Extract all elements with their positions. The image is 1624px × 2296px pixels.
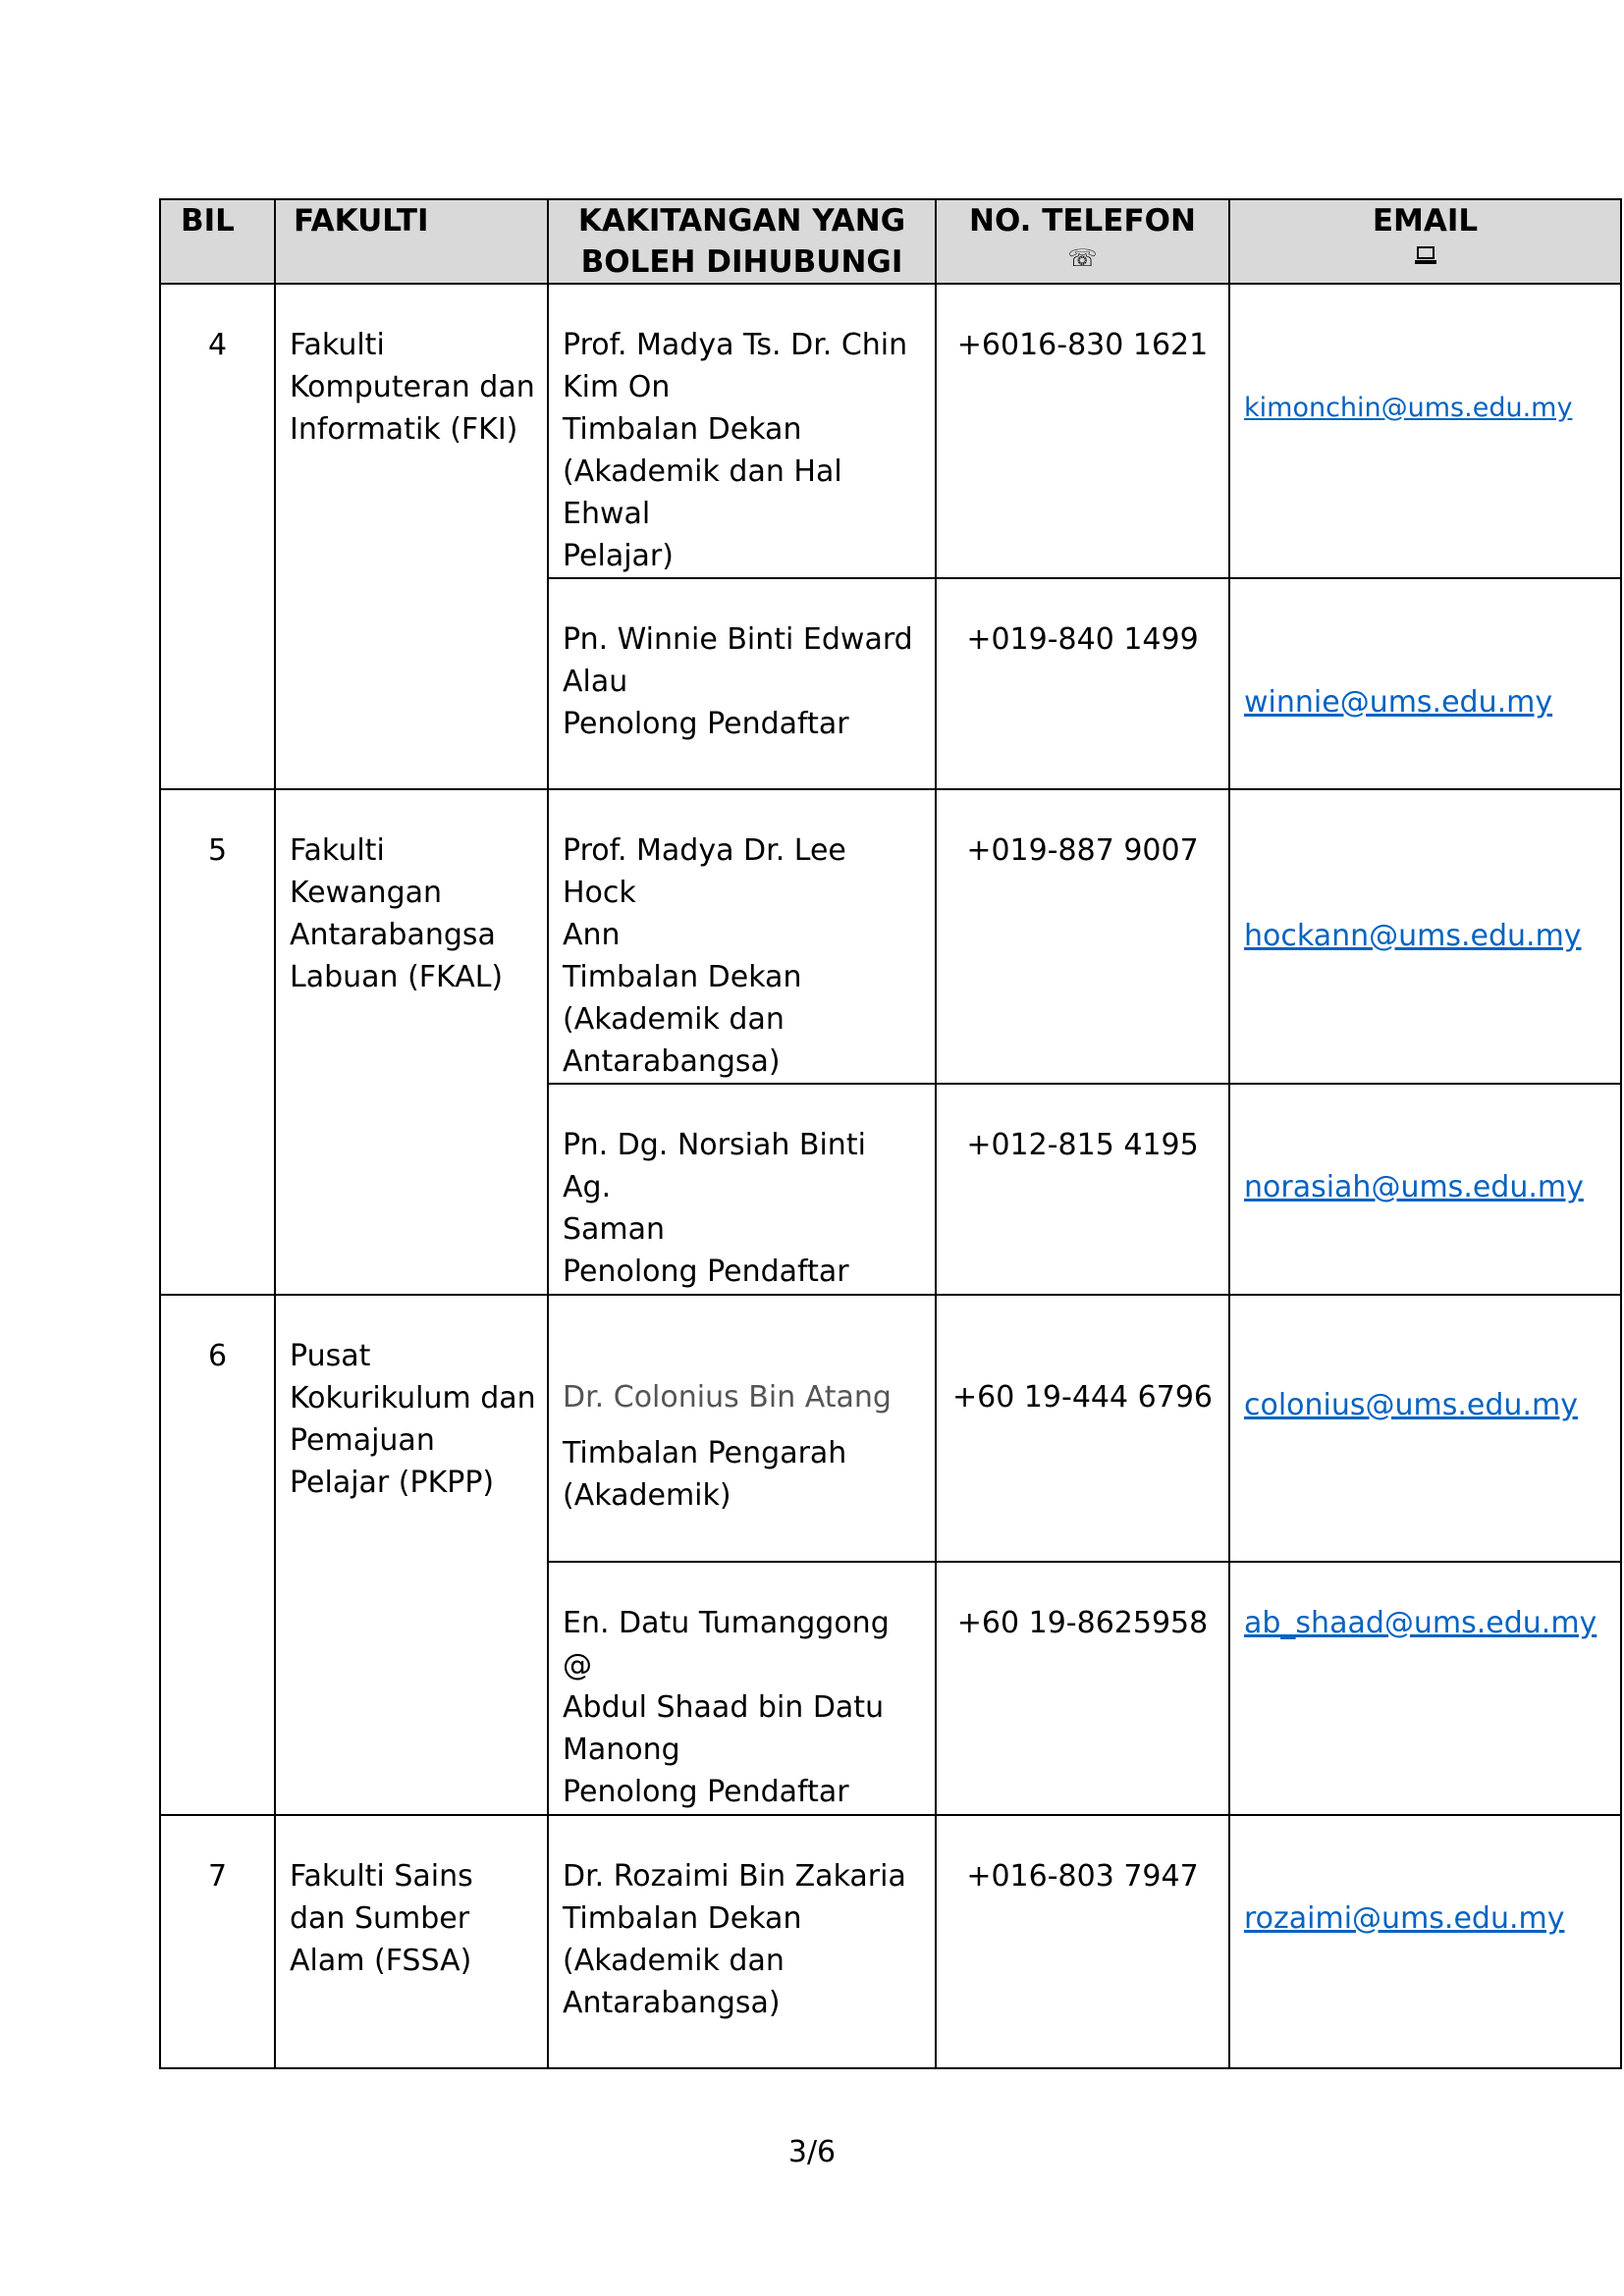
staff-cell: Prof. Madya Ts. Dr. Chin Kim On Timbalan Dekan (Akademik dan Hal Ehwal Pelajar) [548, 284, 936, 578]
phone-cell: +016-803 7947 [936, 1815, 1229, 2068]
email-cell [1229, 1084, 1621, 1295]
email-cell [1229, 1815, 1621, 2068]
phone-cell: +60 19-8625958 [936, 1562, 1229, 1815]
email-cell [1229, 789, 1621, 1084]
staff-cell: Dr. Rozaimi Bin Zakaria Timbalan Dekan (Akademik dan Antarabangsa) [548, 1815, 936, 2068]
email-link[interactable]: winnie@ums.edu.my [1244, 685, 1553, 720]
table-body [160, 284, 1621, 2068]
table-row [160, 284, 1621, 578]
email-link[interactable]: colonius@ums.edu.my [1244, 1388, 1578, 1422]
bil-cell: 5 [160, 789, 275, 1295]
email-cell [1229, 1295, 1621, 1562]
staff-cell: Dr. Colonius Bin Atang Timbalan Pengarah (Akademik) [548, 1295, 936, 1562]
phone-cell: +60 19-444 6796 [936, 1295, 1229, 1562]
phone-cell: +012-815 4195 [936, 1084, 1229, 1295]
header-telefon: NO. TELEFON ☏ [936, 199, 1229, 284]
email-link[interactable]: norasiah@ums.edu.my [1244, 1170, 1584, 1204]
header-row [160, 199, 1621, 284]
table-header [160, 199, 1621, 284]
bil-cell: 4 [160, 284, 275, 789]
email-link[interactable]: hockann@ums.edu.my [1244, 919, 1582, 953]
contact-table [159, 198, 1622, 2069]
header-fakulti: FAKULTI [275, 199, 548, 284]
email-cell [1229, 1562, 1621, 1815]
header-bil: BIL [160, 199, 275, 284]
faculty-cell: Fakulti Kewangan Antarabangsa Labuan (FKAL) [275, 789, 548, 1295]
laptop-icon-svg [1414, 244, 1437, 266]
table-row [160, 1815, 1621, 2068]
header-kakitangan: KAKITANGAN YANG BOLEH DIHUBUNGI [548, 199, 936, 284]
email-link[interactable]: ab_shaad@ums.edu.my [1244, 1606, 1597, 1640]
faculty-cell: Fakulti Sains dan Sumber Alam (FSSA) [275, 1815, 548, 2068]
phone-cell: +019-840 1499 [936, 578, 1229, 789]
phone-cell: +019-887 9007 [936, 789, 1229, 1084]
faculty-cell: Pusat Kokurikulum dan Pemajuan Pelajar (PKPP) [275, 1295, 548, 1815]
email-cell [1229, 578, 1621, 789]
email-link[interactable]: kimonchin@ums.edu.my [1244, 393, 1573, 423]
staff-cell: Pn. Winnie Binti Edward Alau Penolong Pendaftar [548, 578, 936, 789]
email-cell [1229, 284, 1621, 578]
header-email: EMAIL [1229, 199, 1621, 284]
bil-cell: 6 [160, 1295, 275, 1815]
page-number: 3/6 [787, 2135, 837, 2169]
table-row [160, 789, 1621, 1084]
staff-cell: Prof. Madya Dr. Lee Hock Ann Timbalan Dekan (Akademik dan Antarabangsa) [548, 789, 936, 1084]
faculty-cell: Fakulti Komputeran dan Informatik (FKI) [275, 284, 548, 789]
staff-cell: Pn. Dg. Norsiah Binti Ag. Saman Penolong Pendaftar [548, 1084, 936, 1295]
staff-cell: En. Datu Tumanggong @ Abdul Shaad bin Datu Manong Penolong Pendaftar [548, 1562, 936, 1815]
phone-cell: +6016-830 1621 [936, 284, 1229, 578]
laptop-icon [1230, 241, 1620, 275]
email-link[interactable]: rozaimi@ums.edu.my [1244, 1901, 1565, 1936]
bil-cell: 7 [160, 1815, 275, 2068]
table-row [160, 1295, 1621, 1562]
telephone-icon: ☏ [1067, 244, 1098, 272]
